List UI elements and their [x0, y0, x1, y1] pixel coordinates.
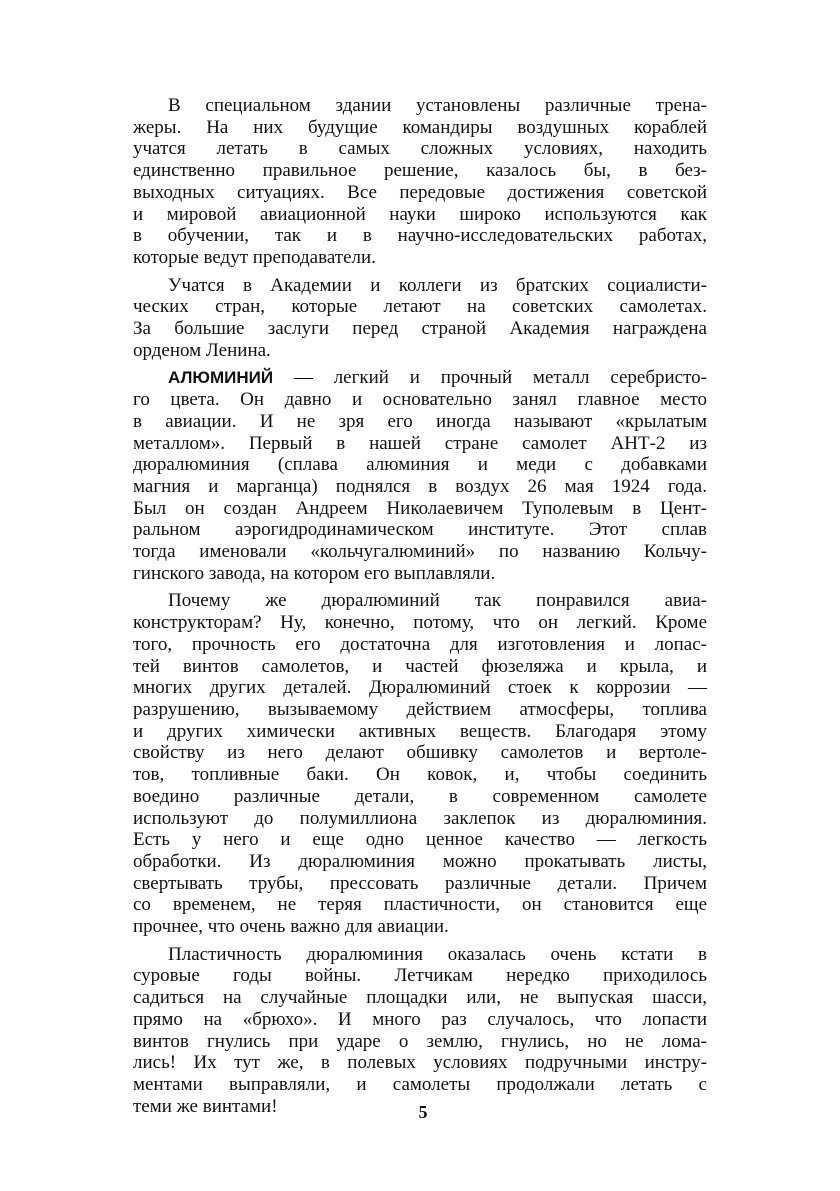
document-body [133, 95, 707, 1123]
paragraph-1 [133, 95, 707, 269]
text-line: В специальном здании установлены различные трена- [168, 95, 707, 116]
text-line: которые ведут преподаватели. [133, 246, 376, 268]
text-line: ментами выправляли, и самолеты продолжали летать с [133, 1073, 707, 1095]
text-line: и других химически активных веществ. Благодаря этому [133, 720, 707, 742]
paragraph-2 [133, 275, 707, 362]
text-line: жеры. На них будущие командиры воздушных кораблей [133, 116, 707, 138]
paragraph-4 [133, 590, 707, 937]
text-line: металлом». Первый в нашей стране самолет АНТ-2 из [133, 432, 707, 454]
text-line: разрушению, вызываемому действием атмосферы, топлива [133, 698, 707, 720]
text-line: тей винтов самолетов, и частей фюзеляжа и крыла, и [133, 655, 707, 677]
text-line: тогда именовали «кольчугалюминий» по названию Кольчу- [133, 541, 707, 563]
text-line: единственно правильное решение, казалось бы, в без- [133, 160, 707, 182]
text-line: орденом Ленина. [133, 339, 271, 361]
text-line: гинского завода, на котором его выплавляли. [133, 562, 496, 584]
text-line: со временем, не теряя пластичности, он становится еще [133, 894, 707, 916]
text-line: учатся летать в самых сложных условиях, находить [133, 138, 707, 160]
text-line: суровые годы войны. Летчикам нередко приходилось [133, 965, 707, 987]
text-line: прочнее, что очень важно для авиации. [133, 916, 449, 938]
entry-first-line [133, 367, 707, 389]
text-line: конструкторам? Ну, конечно, потому, что он легкий. Кроме [133, 612, 707, 634]
text-line: прямо на «брюхо». И много раз случалось, что лопасти [133, 1008, 707, 1030]
text-line: Учатся в Академии и коллеги из братских социалисти- [168, 274, 707, 296]
paragraph-aluminum-entry [133, 367, 707, 584]
text-line: того, прочность его достаточна для изготовления и лопас- [133, 633, 707, 655]
entry-term: АЛЮМИНИЙ [168, 368, 274, 388]
text-line: в авиации. И не зря его иногда называют «крылатым [133, 410, 707, 432]
text-line: Есть у него и еще одно ценное качество — легкость [133, 829, 707, 851]
text-line: садиться на случайные площадки или, не выпуская шасси, [133, 987, 707, 1009]
page-number: 5 [418, 1102, 428, 1122]
paragraph-5 [133, 944, 707, 1118]
text-line: обработки. Из дюралюминия можно прокатывать листы, [133, 850, 707, 872]
text-line: в обучении, так и в научно-исследовательских работах, [133, 225, 707, 247]
text-line: многих других деталей. Дюралюминий стоек к коррозии — [133, 677, 707, 699]
text-line: и мировой авиационной науки широко используются как [133, 203, 707, 225]
text-line: винтов гнулись при ударе о землю, гнулись, но не лома- [133, 1030, 707, 1052]
text-line: воедино различные детали, в современном самолете [133, 785, 707, 807]
text-line: свертывать трубы, прессовать различные детали. Причем [133, 872, 707, 894]
text-line: ческих стран, которые летают на советских самолетах. [133, 296, 707, 318]
text-line: используют до полумиллиона заклепок из дюралюминия. [133, 807, 707, 829]
text-line: теми же винтами! [133, 1095, 278, 1117]
text-line: Был он создан Андреем Николаевичем Туполевым в Цент- [133, 497, 707, 519]
text-line: За большие заслуги перед страной Академия награждена [133, 318, 707, 340]
text-line: лись! Их тут же, в полевых условиях подручными инстру- [133, 1052, 707, 1074]
text-line: тов, топливные баки. Он ковок, и, чтобы соединить [133, 764, 707, 786]
entry-first-line-text: — легкий и прочный металл серебристо- [273, 367, 707, 389]
text-line: Почему же дюралюминий так понравился авиа- [168, 590, 707, 612]
text-line: го цвета. Он давно и основательно занял главное место [133, 389, 707, 411]
text-line: ральном аэрогидродинамическом институте. Этот сплав [133, 519, 707, 541]
text-line: дюралюминия (сплава алюминия и меди с добавками [133, 454, 707, 476]
text-line: Пластичность дюралюминия оказалась очень кстати в [168, 943, 707, 965]
text-line: выходных ситуациях. Все передовые достижения советской [133, 181, 707, 203]
text-line: свойству из него делают обшивку самолетов и вертоле- [133, 742, 707, 764]
text-line: магния и марганца) поднялся в воздух 26 мая 1924 года. [133, 475, 707, 497]
